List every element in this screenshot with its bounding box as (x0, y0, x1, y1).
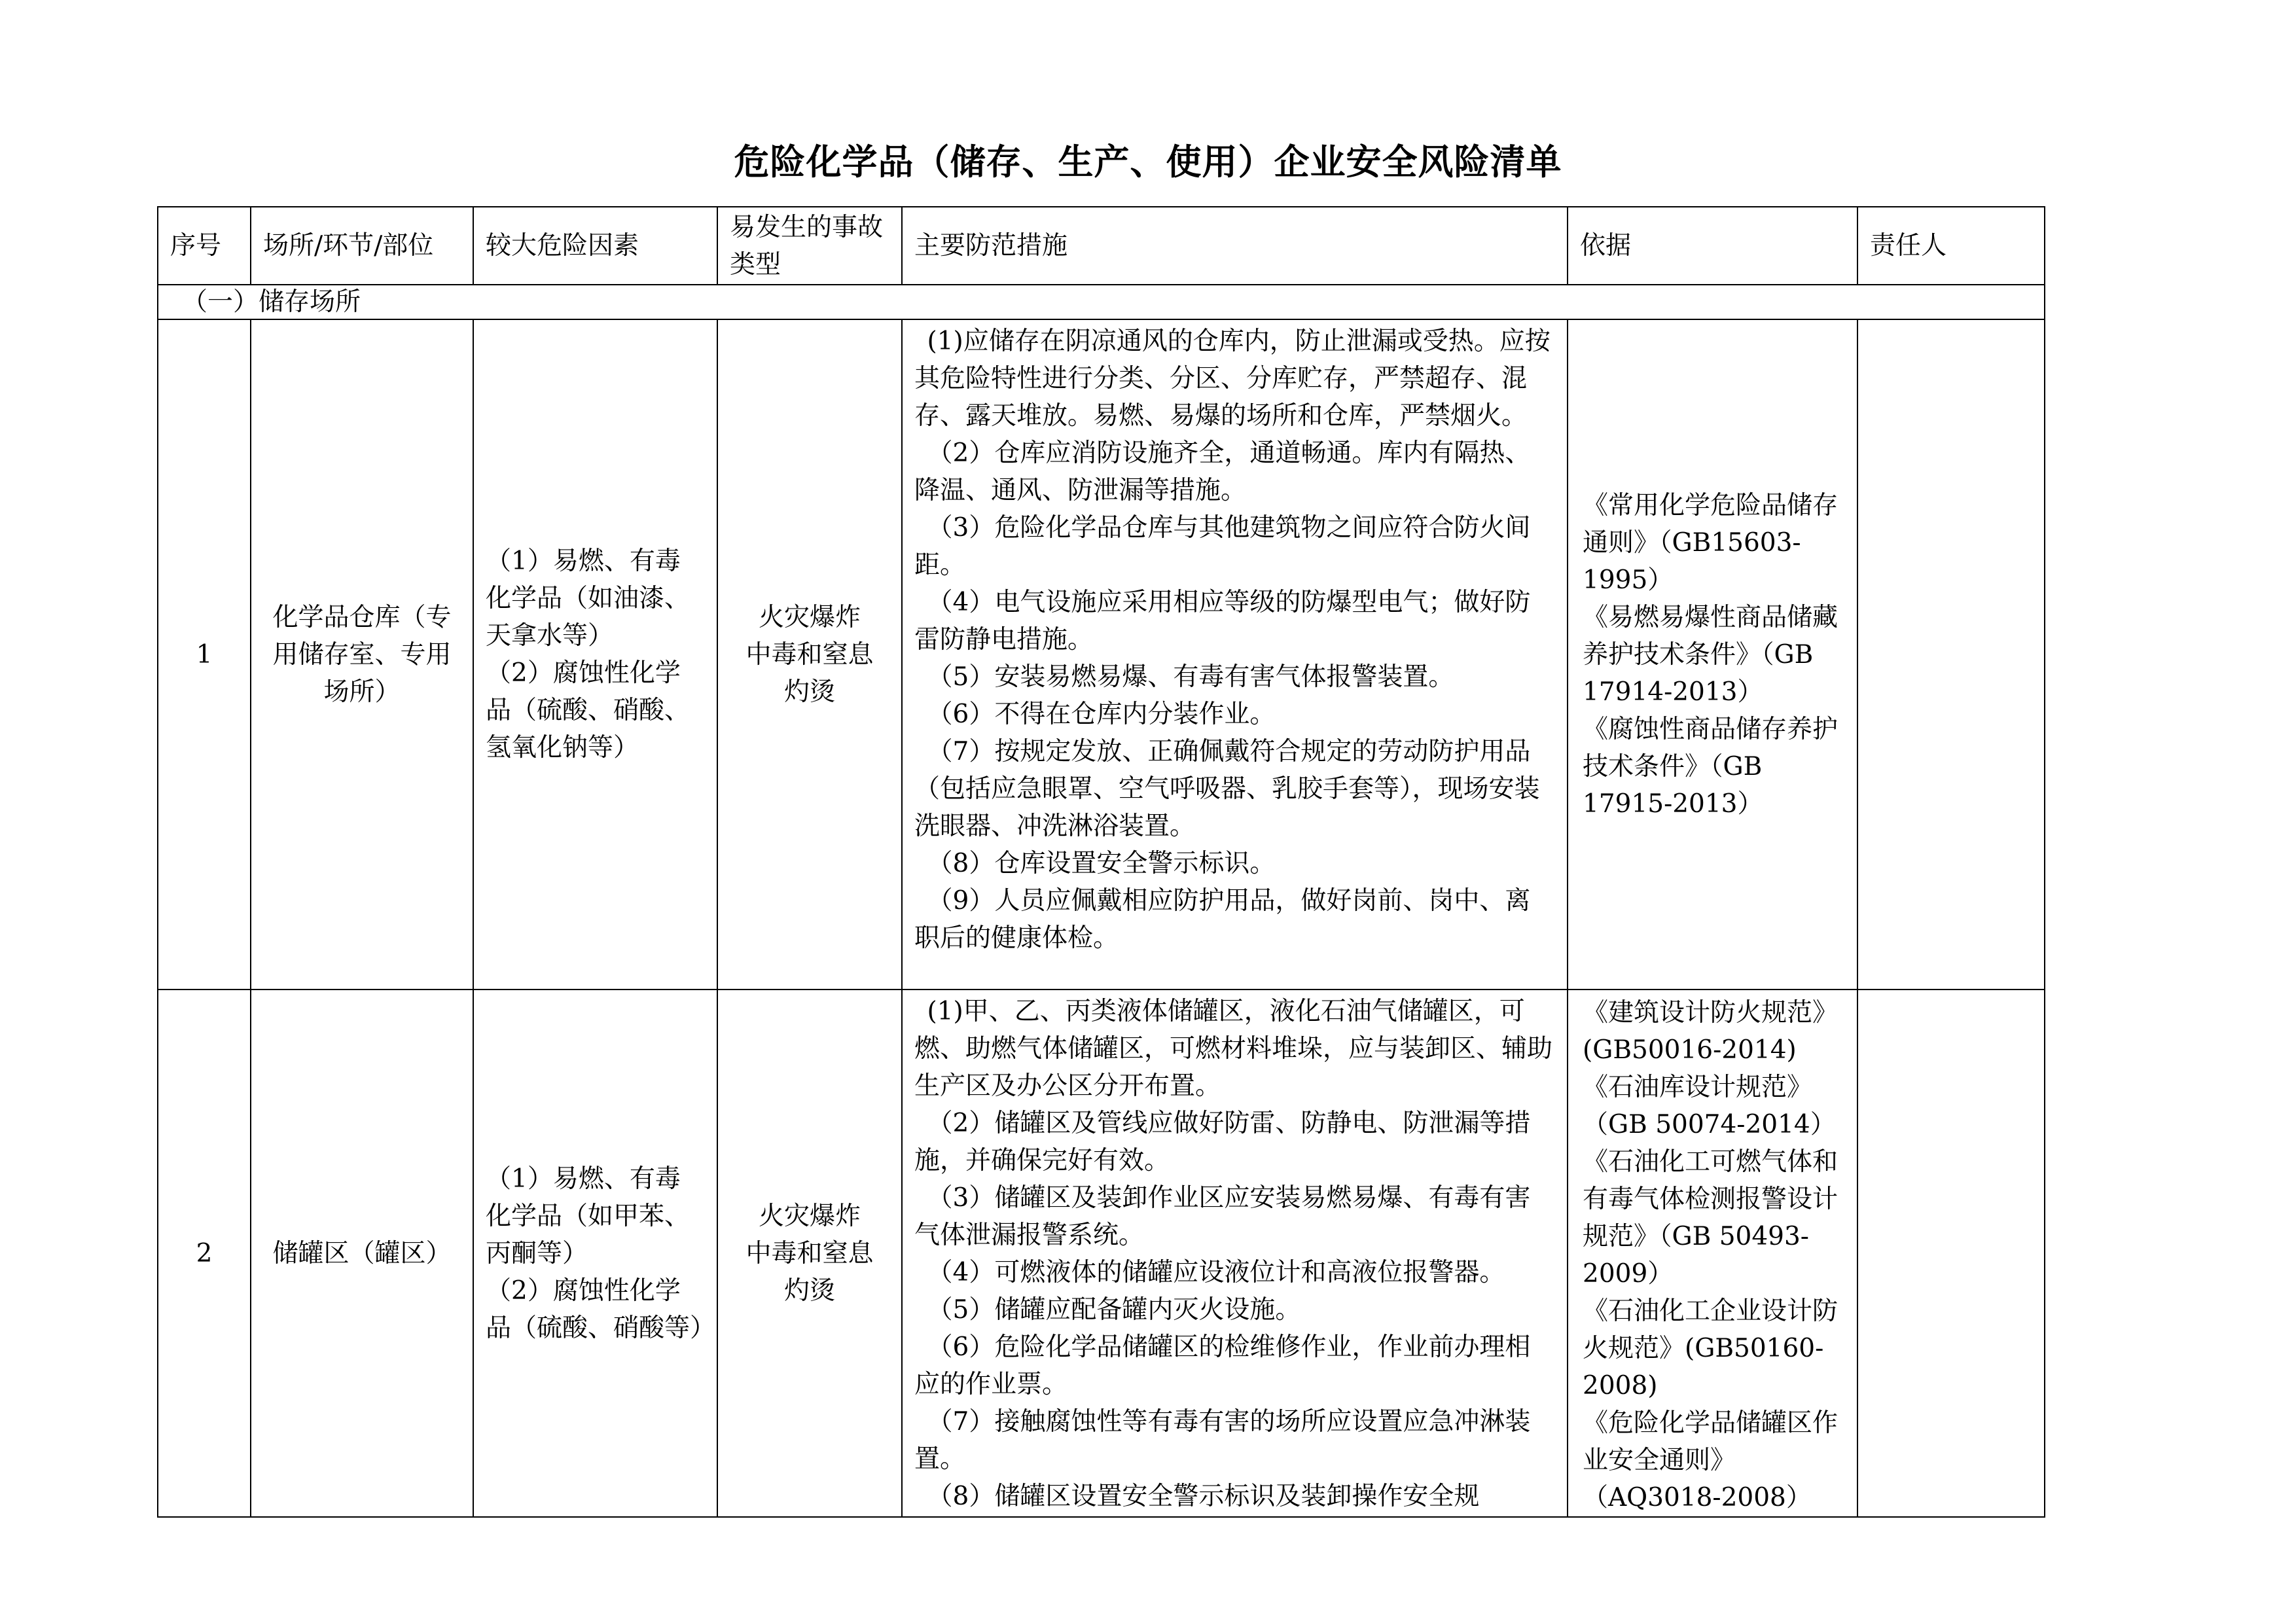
measure-item: （6）危险化学品储罐区的检维修作业，作业前办理相应的作业票。 (914, 1332, 1531, 1399)
measure-item: （4）可燃液体的储罐应设液位计和高液位报警器。 (927, 1258, 1505, 1287)
measure-item: （7）按规定发放、正确佩戴符合规定的劳动防护用品（包括应急眼罩、空气呼吸器、乳胶手套等），现场安装洗眼器、冲洗淋浴装置。 (914, 737, 1540, 841)
table-row (158, 990, 2045, 1517)
header-cell: 易发生的事故类型 (717, 207, 902, 285)
table-row (158, 319, 2045, 990)
header-cell: 较大危险因素 (473, 207, 717, 285)
accident-type-cell: 火灾爆炸 中毒和窒息 灼烫 (717, 319, 902, 990)
table-header-row (158, 207, 2045, 285)
section-title: （一）储存场所 (158, 285, 2045, 319)
measure-item: （3）危险化学品仓库与其他建筑物之间应符合防火间距。 (914, 513, 1531, 580)
accident-type-cell: 火灾爆炸 中毒和窒息 灼烫 (717, 990, 902, 1517)
measure-item: （2）储罐区及管线应做好防雷、防静电、防泄漏等措施，并确保完好有效。 (914, 1109, 1531, 1175)
header-cell: 依据 (1568, 207, 1857, 285)
header-cell: 序号 (158, 207, 251, 285)
measure-item: （6）不得在仓库内分装作业。 (927, 700, 1276, 729)
header-cell: 场所/环节/部位 (251, 207, 473, 285)
responsible-cell (1857, 990, 2045, 1517)
hazards-cell: （1）易燃、有毒化学品（如甲苯、丙酮等） （2）腐蚀性化学品（硫酸、硝酸等） (473, 990, 717, 1517)
measure-item: (1)甲、乙、丙类液体储罐区，液化石油气储罐区，可燃、助燃气体储罐区，可燃材料堆垛，应与装卸区、辅助生产区及办公区分开布置。 (914, 997, 1553, 1101)
measures-cell (902, 319, 1568, 990)
risk-table (157, 206, 2045, 1518)
measure-item: （2）仓库应消防设施齐全，通道畅通。库内有隔热、降温、通风、防泄漏等措施。 (914, 438, 1531, 505)
measure-item: （8）仓库设置安全警示标识。 (927, 849, 1276, 878)
measure-item: （3）储罐区及装卸作业区应安装易燃易爆、有毒有害气体泄漏报警系统。 (914, 1183, 1531, 1250)
hazards-cell: （1）易燃、有毒化学品（如油漆、天拿水等） （2）腐蚀性化学品（硫酸、硝酸、氢氧化钠等） (473, 319, 717, 990)
measure-item: （7）接触腐蚀性等有毒有害的场所应设置应急冲淋装置。 (914, 1407, 1531, 1474)
place-cell: 化学品仓库（专用储存室、专用场所） (251, 319, 473, 990)
measures-cell (902, 990, 1568, 1517)
measure-item: （5）安装易燃易爆、有毒有害气体报警装置。 (927, 662, 1454, 692)
measure-item: (1)应储存在阴凉通风的仓库内，防止泄漏或受热。应按其危险特性进行分类、分区、分库贮存，严禁超存、混存、露天堆放。易燃、易爆的场所和仓库，严禁烟火。 (914, 327, 1551, 431)
row-number: 2 (158, 990, 251, 1517)
header-cell: 主要防范措施 (902, 207, 1568, 285)
header-cell: 责任人 (1857, 207, 2045, 285)
section-row (158, 285, 2045, 319)
measure-item: （5）储罐应配备罐内灭火设施。 (927, 1295, 1301, 1325)
responsible-cell (1857, 319, 2045, 990)
basis-cell: 《常用化学危险品储存通则》（GB15603-1995） 《易燃易爆性商品储藏养护技术条件》（GB 17914-2013） 《腐蚀性商品储存养护技术条件》（GB 17915-2013） (1568, 319, 1857, 990)
measure-item: （9）人员应佩戴相应防护用品，做好岗前、岗中、离职后的健康体检。 (914, 886, 1531, 953)
measure-item: （4）电气设施应采用相应等级的防爆型电气；做好防雷防静电措施。 (914, 588, 1531, 654)
basis-cell: 《建筑设计防火规范》(GB50016-2014) 《石油库设计规范》（GB 50074-2014） 《石油化工可燃气体和有毒气体检测报警设计规范》（GB 50493-2009） 《石油化工企业设计防火规范》(GB50160-2008) 《危险化学品储罐区作业安全通则》（AQ3018-2008） (1568, 990, 1857, 1517)
place-cell: 储罐区（罐区） (251, 990, 473, 1517)
document-title: 危险化学品（储存、生产、使用）企业安全风险清单 (734, 141, 1562, 183)
measure-item: （8）储罐区设置安全警示标识及装卸操作安全规 (927, 1482, 1480, 1511)
row-number: 1 (158, 319, 251, 990)
